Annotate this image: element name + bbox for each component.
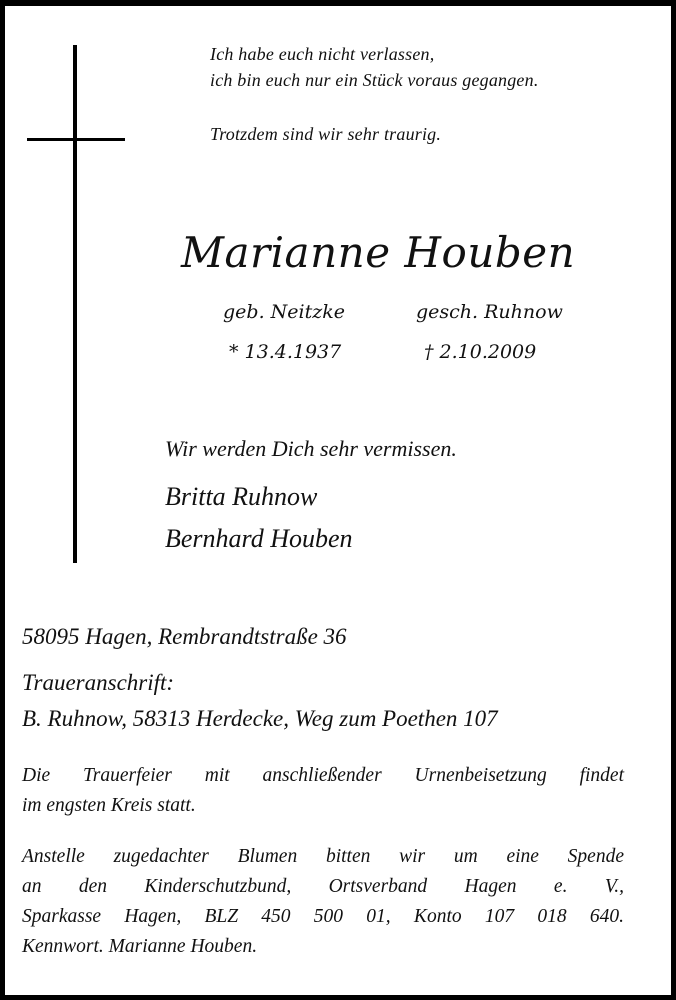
funeral-line-1: Die Trauerfeier mit anschließender Urnenbeisetzung findet xyxy=(22,765,624,786)
death-date: † 2.10.2009 xyxy=(424,341,537,363)
birth-date: * 13.4.1937 xyxy=(229,341,342,363)
mourning-address: B. Ruhnow, 58313 Herdecke, Weg zum Poethen 107 xyxy=(22,706,498,731)
funeral-notice xyxy=(22,761,624,821)
donation-notice xyxy=(22,842,624,962)
donation-line-2: an den Kinderschutzbund, Ortsverband Hagen e. V., xyxy=(22,876,624,897)
verse-line-2: ich bin euch nur ein Stück voraus gegangen. xyxy=(210,70,539,90)
divorced-name: gesch. Ruhnow xyxy=(416,301,563,323)
cross-horizontal-bar xyxy=(27,138,125,141)
residence-address: 58095 Hagen, Rembrandtstraße 36 xyxy=(22,624,347,649)
verse-line-3: Trotzdem sind wir sehr traurig. xyxy=(210,124,442,144)
obituary-notice xyxy=(5,6,671,995)
birth-name: geb. Neitzke xyxy=(223,301,345,323)
donation-line-1: Anstelle zugedachter Blumen bitten wir um eine Spende xyxy=(22,846,624,867)
donation-line-3: Sparkasse Hagen, BLZ 450 500 01, Konto 107 018 640. xyxy=(22,906,624,927)
verse-line-1: Ich habe euch nicht verlassen, xyxy=(210,44,435,64)
funeral-line-2: im engsten Kreis statt. xyxy=(22,795,196,816)
deceased-name: Marianne Houben xyxy=(181,228,576,277)
mourners-message: Wir werden Dich sehr vermissen. xyxy=(165,436,457,461)
mourning-address-label: Traueranschrift: xyxy=(22,670,175,695)
mourner-name-1: Britta Ruhnow xyxy=(165,482,318,511)
donation-line-4: Kennwort. Marianne Houben. xyxy=(22,936,258,957)
cross-vertical-bar xyxy=(73,45,77,563)
mourner-name-2: Bernhard Houben xyxy=(165,524,353,553)
